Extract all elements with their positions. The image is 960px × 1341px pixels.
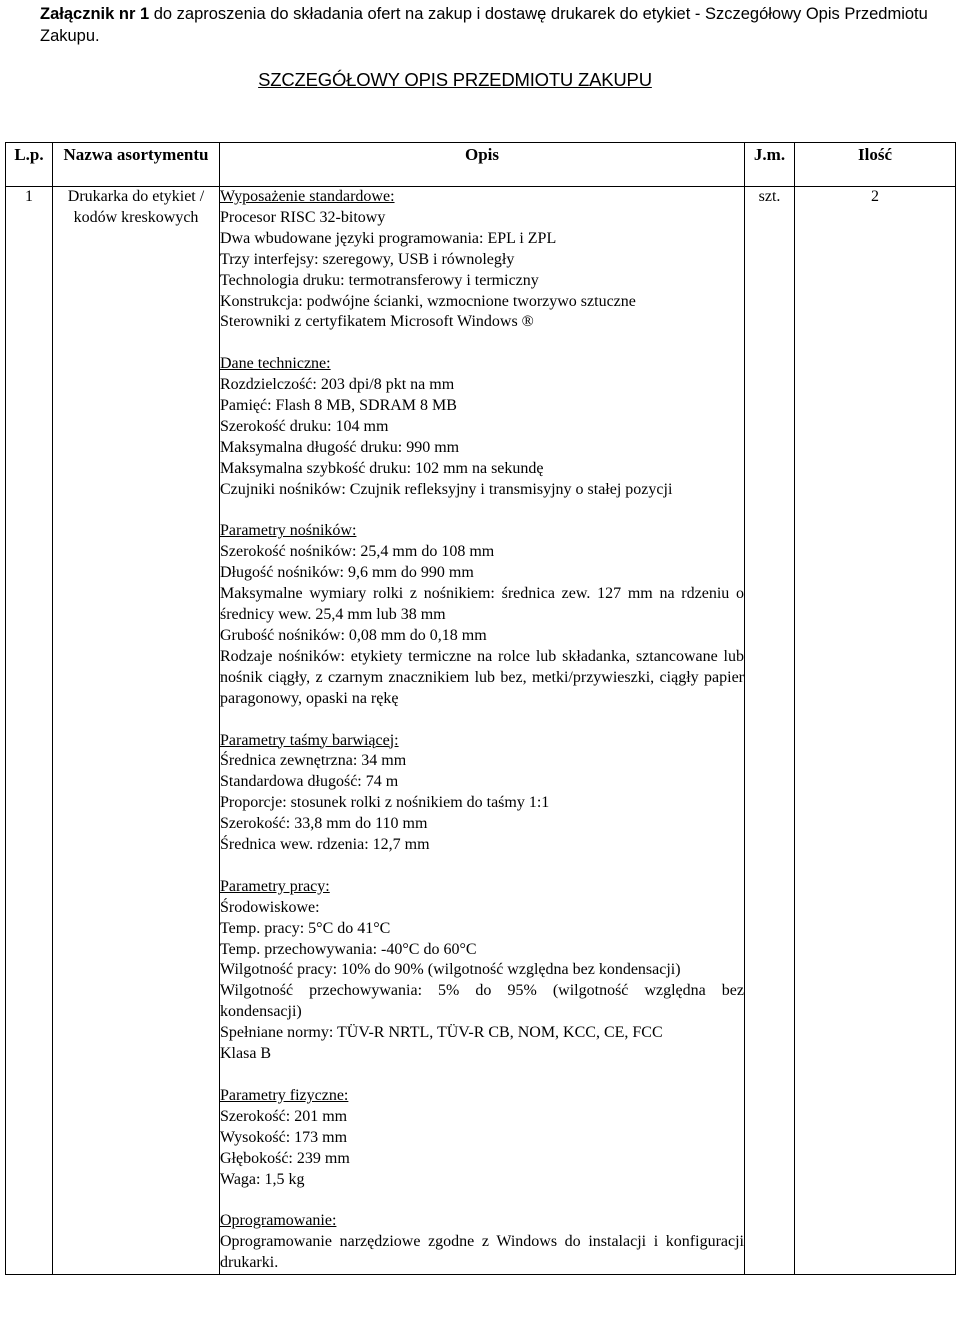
spec-line: Proporcje: stosunek rolki z nośnikiem do taśmy 1:1 xyxy=(220,794,550,812)
unit-of-measure: szt. xyxy=(745,187,795,1275)
spec-line: Klasa B xyxy=(220,1045,272,1063)
spec-section xyxy=(220,1211,744,1274)
spec-line: Średnica zewnętrzna: 34 mm xyxy=(220,752,407,770)
table-row xyxy=(6,187,956,1275)
spec-section xyxy=(220,521,744,709)
section-title: Wyposażenie standardowe: xyxy=(220,188,395,205)
spec-line: Temp. przechowywania: -40°C do 60°C xyxy=(220,940,477,958)
section-title: Parametry taśmy barwiącej: xyxy=(220,731,399,749)
spec-line: Oprogramowanie narzędziowe zgodne z Windows do instalacji i konfiguracji drukarki. xyxy=(220,1233,744,1272)
header-lp: L.p. xyxy=(6,143,53,187)
row-number: 1 xyxy=(6,187,53,1275)
quantity: 2 xyxy=(795,187,956,1275)
document-title: SZCZEGÓŁOWY OPIS PRZEDMIOTU ZAKUPU xyxy=(258,69,652,90)
specification-table xyxy=(5,142,956,1275)
spec-line: Szerokość nośników: 25,4 mm do 108 mm xyxy=(220,543,495,561)
header-opis: Opis xyxy=(220,143,745,187)
spec-line: Pamięć: Flash 8 MB, SDRAM 8 MB xyxy=(220,397,457,415)
spec-section xyxy=(220,1086,744,1191)
description-sections xyxy=(220,187,744,1274)
spec-section xyxy=(220,731,744,856)
table-header-row xyxy=(6,143,956,187)
spec-line: Procesor RISC 32-bitowy xyxy=(220,208,386,226)
spec-line: Standardowa długość: 74 m xyxy=(220,773,399,791)
spec-line: Średnica wew. rdzenia: 12,7 mm xyxy=(220,836,430,854)
spec-line: Waga: 1,5 kg xyxy=(220,1170,305,1188)
section-title: Parametry nośników: xyxy=(220,522,357,540)
attachment-description: do zaproszenia do składania ofert na zakup i dostawę drukarek do etykiet - Szczegółowy Opis Przedmiotu Zakupu. xyxy=(40,5,928,45)
spec-line: Wilgotność pracy: 10% do 90% (wilgotność względna bez kondensacji) xyxy=(220,961,681,979)
spec-line: Technologia druku: termotransferowy i termiczny xyxy=(220,271,539,289)
section-title: Parametry pracy: xyxy=(220,877,330,895)
spec-line: Maksymalna długość druku: 990 mm xyxy=(220,438,460,456)
spec-section xyxy=(220,354,744,500)
spec-line: Wilgotność przechowywania: 5% do 95% (wilgotność względna bez kondensacji) xyxy=(220,982,744,1021)
spec-line: Maksymalne wymiary rolki z nośnikiem: średnica zew. 127 mm na rdzeniu o średnicy wew. 25,4 mm lub 38 mm xyxy=(220,585,744,624)
section-title: Dane techniczne: xyxy=(220,355,331,373)
header-name: Nazwa asortymentu xyxy=(53,143,220,187)
spec-line: Środowiskowe: xyxy=(220,898,320,916)
spec-section xyxy=(220,187,744,333)
spec-line: Grubość nośników: 0,08 mm do 0,18 mm xyxy=(220,627,487,644)
header-ilosc: Ilość xyxy=(795,143,956,187)
spec-line: Szerokość druku: 104 mm xyxy=(220,417,389,435)
spec-line: Maksymalna szybkość druku: 102 mm na sekundę xyxy=(220,459,544,477)
spec-line: Dwa wbudowane języki programowania: EPL i ZPL xyxy=(220,229,557,247)
spec-line: Wysokość: 173 mm xyxy=(220,1128,348,1146)
item-name: Drukarka do etykiet / kodów kreskowych xyxy=(53,187,220,1275)
spec-line: Spełniane normy: TÜV-R NRTL, TÜV-R CB, NOM, KCC, CE, FCC xyxy=(220,1024,663,1042)
spec-line: Szerokość: 201 mm xyxy=(220,1107,348,1125)
spec-line: Trzy interfejsy: szeregowy, USB i równoległy xyxy=(220,250,515,268)
spec-line: Długość nośników: 9,6 mm do 990 mm xyxy=(220,564,474,582)
spec-line: Konstrukcja: podwójne ścianki, wzmocnione tworzywo sztuczne xyxy=(220,292,636,310)
spec-line: Temp. pracy: 5°C do 41°C xyxy=(220,919,391,937)
spec-line: Rozdzielczość: 203 dpi/8 pkt na mm xyxy=(220,376,455,394)
section-title: Parametry fizyczne: xyxy=(220,1086,349,1104)
spec-line: Sterowniki z certyfikatem Microsoft Windows ® xyxy=(220,313,534,331)
item-description xyxy=(220,187,745,1275)
attachment-number: Załącznik nr 1 xyxy=(40,5,150,23)
spec-line: Czujniki nośników: Czujnik refleksyjny i transmisyjny o stałej pozycji xyxy=(220,480,673,498)
header-jm: J.m. xyxy=(745,143,795,187)
section-title: Oprogramowanie: xyxy=(220,1212,337,1230)
spec-section xyxy=(220,877,744,1065)
spec-line: Szerokość: 33,8 mm do 110 mm xyxy=(220,815,428,833)
spec-line: Rodzaje nośników: etykiety termiczne na rolce lub składanka, sztancowane lub nośnik ciągły, z czarnym znacznikiem lub bez, metki/przywieszki, ciągły papier paragonowy, opaski na rękę xyxy=(220,647,744,707)
attachment-note xyxy=(40,3,940,47)
spec-line: Głębokość: 239 mm xyxy=(220,1149,350,1167)
